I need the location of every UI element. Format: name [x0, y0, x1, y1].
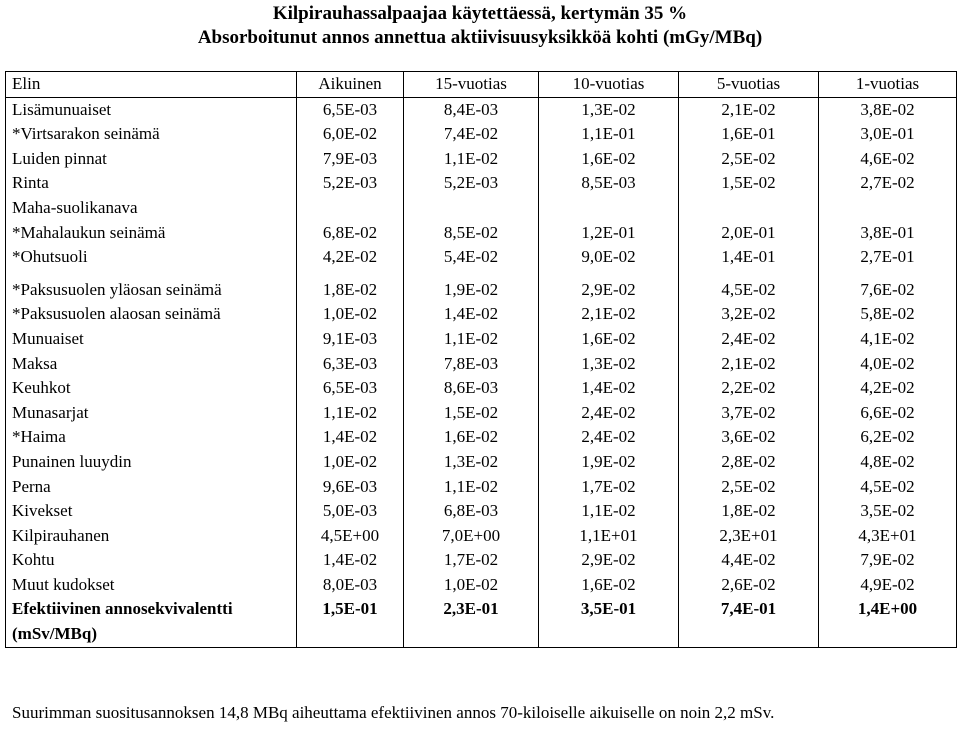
dose-cell: 4,4E-02: [679, 548, 819, 573]
organ-cell: Muut kudokset: [6, 573, 297, 598]
organ-cell: *Paksusuolen yläosan seinämä: [6, 278, 297, 303]
table-row: [6, 221, 957, 246]
dose-cell: 4,5E+00: [297, 524, 404, 549]
dose-cell: 8,5E-03: [539, 171, 679, 196]
dose-cell: 3,6E-02: [679, 425, 819, 450]
dose-cell: 6,6E-02: [819, 401, 957, 426]
dose-cell: 1,5E-02: [404, 401, 539, 426]
dose-cell: 1,2E-01: [539, 221, 679, 246]
dose-cell: 1,4E-02: [297, 548, 404, 573]
dose-cell: 6,8E-03: [404, 499, 539, 524]
dose-cell: 1,8E-02: [679, 499, 819, 524]
dose-cell: 2,9E-02: [539, 278, 679, 303]
dose-cell: 2,8E-02: [679, 450, 819, 475]
effective-dose-value: 3,5E-01: [539, 597, 679, 647]
dose-cell: 1,4E-02: [539, 376, 679, 401]
dose-cell: 3,2E-02: [679, 302, 819, 327]
effective-dose-value: 2,3E-01: [404, 597, 539, 647]
dose-cell: 7,0E+00: [404, 524, 539, 549]
organ-cell: Lisämunuaiset: [6, 97, 297, 122]
table-row: [6, 499, 957, 524]
dose-cell: 7,9E-02: [819, 548, 957, 573]
dose-cell: 6,8E-02: [297, 221, 404, 246]
table-row: [6, 278, 957, 303]
dose-cell: 3,8E-01: [819, 221, 957, 246]
dose-cell: 2,4E-02: [539, 401, 679, 426]
dose-cell: 1,1E+01: [539, 524, 679, 549]
dose-cell: 8,6E-03: [404, 376, 539, 401]
dose-cell: 8,5E-02: [404, 221, 539, 246]
dose-cell: 1,0E-02: [297, 450, 404, 475]
dose-cell: 1,6E-02: [404, 425, 539, 450]
dose-cell: 2,5E-02: [679, 475, 819, 500]
organ-cell: Kilpirauhanen: [6, 524, 297, 549]
dose-cell: 4,9E-02: [819, 573, 957, 598]
dose-cell: 9,0E-02: [539, 245, 679, 270]
table-row: [6, 524, 957, 549]
organ-cell: *Haima: [6, 425, 297, 450]
dose-cell: 6,3E-03: [297, 352, 404, 377]
dose-cell: 4,6E-02: [819, 147, 957, 172]
dose-cell: 4,1E-02: [819, 327, 957, 352]
dose-cell: 6,5E-03: [297, 376, 404, 401]
organ-cell: Maha-suolikanava: [6, 196, 297, 221]
dose-cell: 7,9E-03: [297, 147, 404, 172]
dose-cell: 2,1E-02: [539, 302, 679, 327]
effective-dose-row: [6, 597, 957, 647]
dose-cell: 1,9E-02: [404, 278, 539, 303]
dose-cell: 1,3E-02: [539, 352, 679, 377]
organ-cell: *Ohutsuoli: [6, 245, 297, 270]
dose-cell: [404, 196, 539, 221]
dose-cell: 2,3E+01: [679, 524, 819, 549]
dose-cell: 1,6E-02: [539, 327, 679, 352]
dose-cell: 9,6E-03: [297, 475, 404, 500]
organ-cell: Rinta: [6, 171, 297, 196]
organ-cell: *Virtsarakon seinämä: [6, 122, 297, 147]
organ-cell: *Mahalaukun seinämä: [6, 221, 297, 246]
dose-cell: 2,1E-02: [679, 97, 819, 122]
column-header-5y: 5-vuotias: [679, 72, 819, 98]
dose-cell: 2,4E-02: [539, 425, 679, 450]
row-spacer: [6, 270, 957, 278]
dose-cell: 1,1E-02: [404, 147, 539, 172]
dose-cell: 2,9E-02: [539, 548, 679, 573]
dose-cell: 1,6E-02: [539, 573, 679, 598]
table-row: [6, 548, 957, 573]
dose-cell: 2,7E-02: [819, 171, 957, 196]
dose-cell: 1,6E-02: [539, 147, 679, 172]
table-row: [6, 302, 957, 327]
dose-cell: 1,0E-02: [297, 302, 404, 327]
dose-cell: 1,0E-02: [404, 573, 539, 598]
dose-table: [5, 71, 957, 648]
dose-cell: 5,8E-02: [819, 302, 957, 327]
dose-cell: 1,1E-01: [539, 122, 679, 147]
dose-cell: 1,7E-02: [539, 475, 679, 500]
effective-dose-label: Efektiivinen annosekvivalentti (mSv/MBq): [6, 597, 297, 647]
organ-cell: Keuhkot: [6, 376, 297, 401]
dose-cell: 2,7E-01: [819, 245, 957, 270]
column-header-adult: Aikuinen: [297, 72, 404, 98]
dose-cell: 1,7E-02: [404, 548, 539, 573]
table-row: [6, 573, 957, 598]
dose-cell: 5,0E-03: [297, 499, 404, 524]
dose-cell: 3,7E-02: [679, 401, 819, 426]
dose-cell: 1,1E-02: [539, 499, 679, 524]
dose-cell: 4,5E-02: [819, 475, 957, 500]
dose-cell: 2,6E-02: [679, 573, 819, 598]
organ-cell: Kivekset: [6, 499, 297, 524]
organ-cell: Punainen luuydin: [6, 450, 297, 475]
dose-cell: 1,8E-02: [297, 278, 404, 303]
effective-dose-value: 1,4E+00: [819, 597, 957, 647]
dose-cell: 7,8E-03: [404, 352, 539, 377]
organ-cell: *Paksusuolen alaosan seinämä: [6, 302, 297, 327]
organ-cell: Kohtu: [6, 548, 297, 573]
dose-cell: 1,4E-02: [404, 302, 539, 327]
page-subtitle: Absorboitunut annos annettua aktiivisuusyksikköä kohti (mGy/MBq): [197, 27, 763, 48]
organ-cell: Munuaiset: [6, 327, 297, 352]
table-row: [6, 352, 957, 377]
dose-cell: 4,8E-02: [819, 450, 957, 475]
column-header-organ: Elin: [6, 72, 297, 98]
table-row: [6, 401, 957, 426]
dose-cell: 1,1E-02: [404, 327, 539, 352]
dose-cell: 6,2E-02: [819, 425, 957, 450]
table-row: [6, 122, 957, 147]
table-row: [6, 171, 957, 196]
organ-cell: Maksa: [6, 352, 297, 377]
dose-cell: [539, 196, 679, 221]
table-row: [6, 425, 957, 450]
effective-dose-value: 7,4E-01: [679, 597, 819, 647]
dose-cell: 4,5E-02: [679, 278, 819, 303]
table-row: [6, 376, 957, 401]
table-row: [6, 97, 957, 122]
dose-cell: 4,2E-02: [297, 245, 404, 270]
dose-cell: 3,8E-02: [819, 97, 957, 122]
dose-cell: 2,2E-02: [679, 376, 819, 401]
dose-cell: 1,3E-02: [539, 97, 679, 122]
organ-cell: Munasarjat: [6, 401, 297, 426]
effective-dose-value: 1,5E-01: [297, 597, 404, 647]
column-header-10y: 10-vuotias: [539, 72, 679, 98]
table-row: [6, 327, 957, 352]
column-header-1y: 1-vuotias: [819, 72, 957, 98]
organ-cell: Luiden pinnat: [6, 147, 297, 172]
table-row: [6, 450, 957, 475]
dose-cell: 4,0E-02: [819, 352, 957, 377]
table-row: [6, 147, 957, 172]
dose-cell: 4,2E-02: [819, 376, 957, 401]
dose-cell: [297, 196, 404, 221]
dose-cell: 9,1E-03: [297, 327, 404, 352]
organ-cell: Perna: [6, 475, 297, 500]
column-header-15y: 15-vuotias: [404, 72, 539, 98]
dose-cell: 1,3E-02: [404, 450, 539, 475]
dose-cell: 2,0E-01: [679, 221, 819, 246]
dose-cell: 8,0E-03: [297, 573, 404, 598]
dose-cell: 1,1E-02: [404, 475, 539, 500]
dose-cell: 1,4E-02: [297, 425, 404, 450]
dose-cell: 4,3E+01: [819, 524, 957, 549]
page-title: Kilpirauhassalpaajaa käytettäessä, kertymän 35 %: [272, 3, 688, 24]
dose-cell: 5,2E-03: [404, 171, 539, 196]
dose-cell: 5,2E-03: [297, 171, 404, 196]
dose-cell: 2,4E-02: [679, 327, 819, 352]
dose-cell: 1,9E-02: [539, 450, 679, 475]
dose-cell: 3,0E-01: [819, 122, 957, 147]
dose-cell: 8,4E-03: [404, 97, 539, 122]
table-row: [6, 245, 957, 270]
dose-cell: 7,4E-02: [404, 122, 539, 147]
dose-cell: [819, 196, 957, 221]
dose-cell: 5,4E-02: [404, 245, 539, 270]
table-row: [6, 475, 957, 500]
table-header-row: [6, 72, 957, 98]
dose-cell: [679, 196, 819, 221]
dose-cell: 2,5E-02: [679, 147, 819, 172]
dose-cell: 1,6E-01: [679, 122, 819, 147]
dose-cell: 1,5E-02: [679, 171, 819, 196]
dose-cell: 1,4E-01: [679, 245, 819, 270]
table-row: [6, 196, 957, 221]
dose-cell: 6,5E-03: [297, 97, 404, 122]
dose-cell: 2,1E-02: [679, 352, 819, 377]
dose-cell: 7,6E-02: [819, 278, 957, 303]
dose-cell: 6,0E-02: [297, 122, 404, 147]
footnote: Suurimman suositusannoksen 14,8 MBq aiheuttama efektiivinen annos 70-kiloiselle aikuiselle on noin 2,2 mSv.: [12, 703, 775, 722]
dose-cell: 3,5E-02: [819, 499, 957, 524]
dose-cell: 1,1E-02: [297, 401, 404, 426]
